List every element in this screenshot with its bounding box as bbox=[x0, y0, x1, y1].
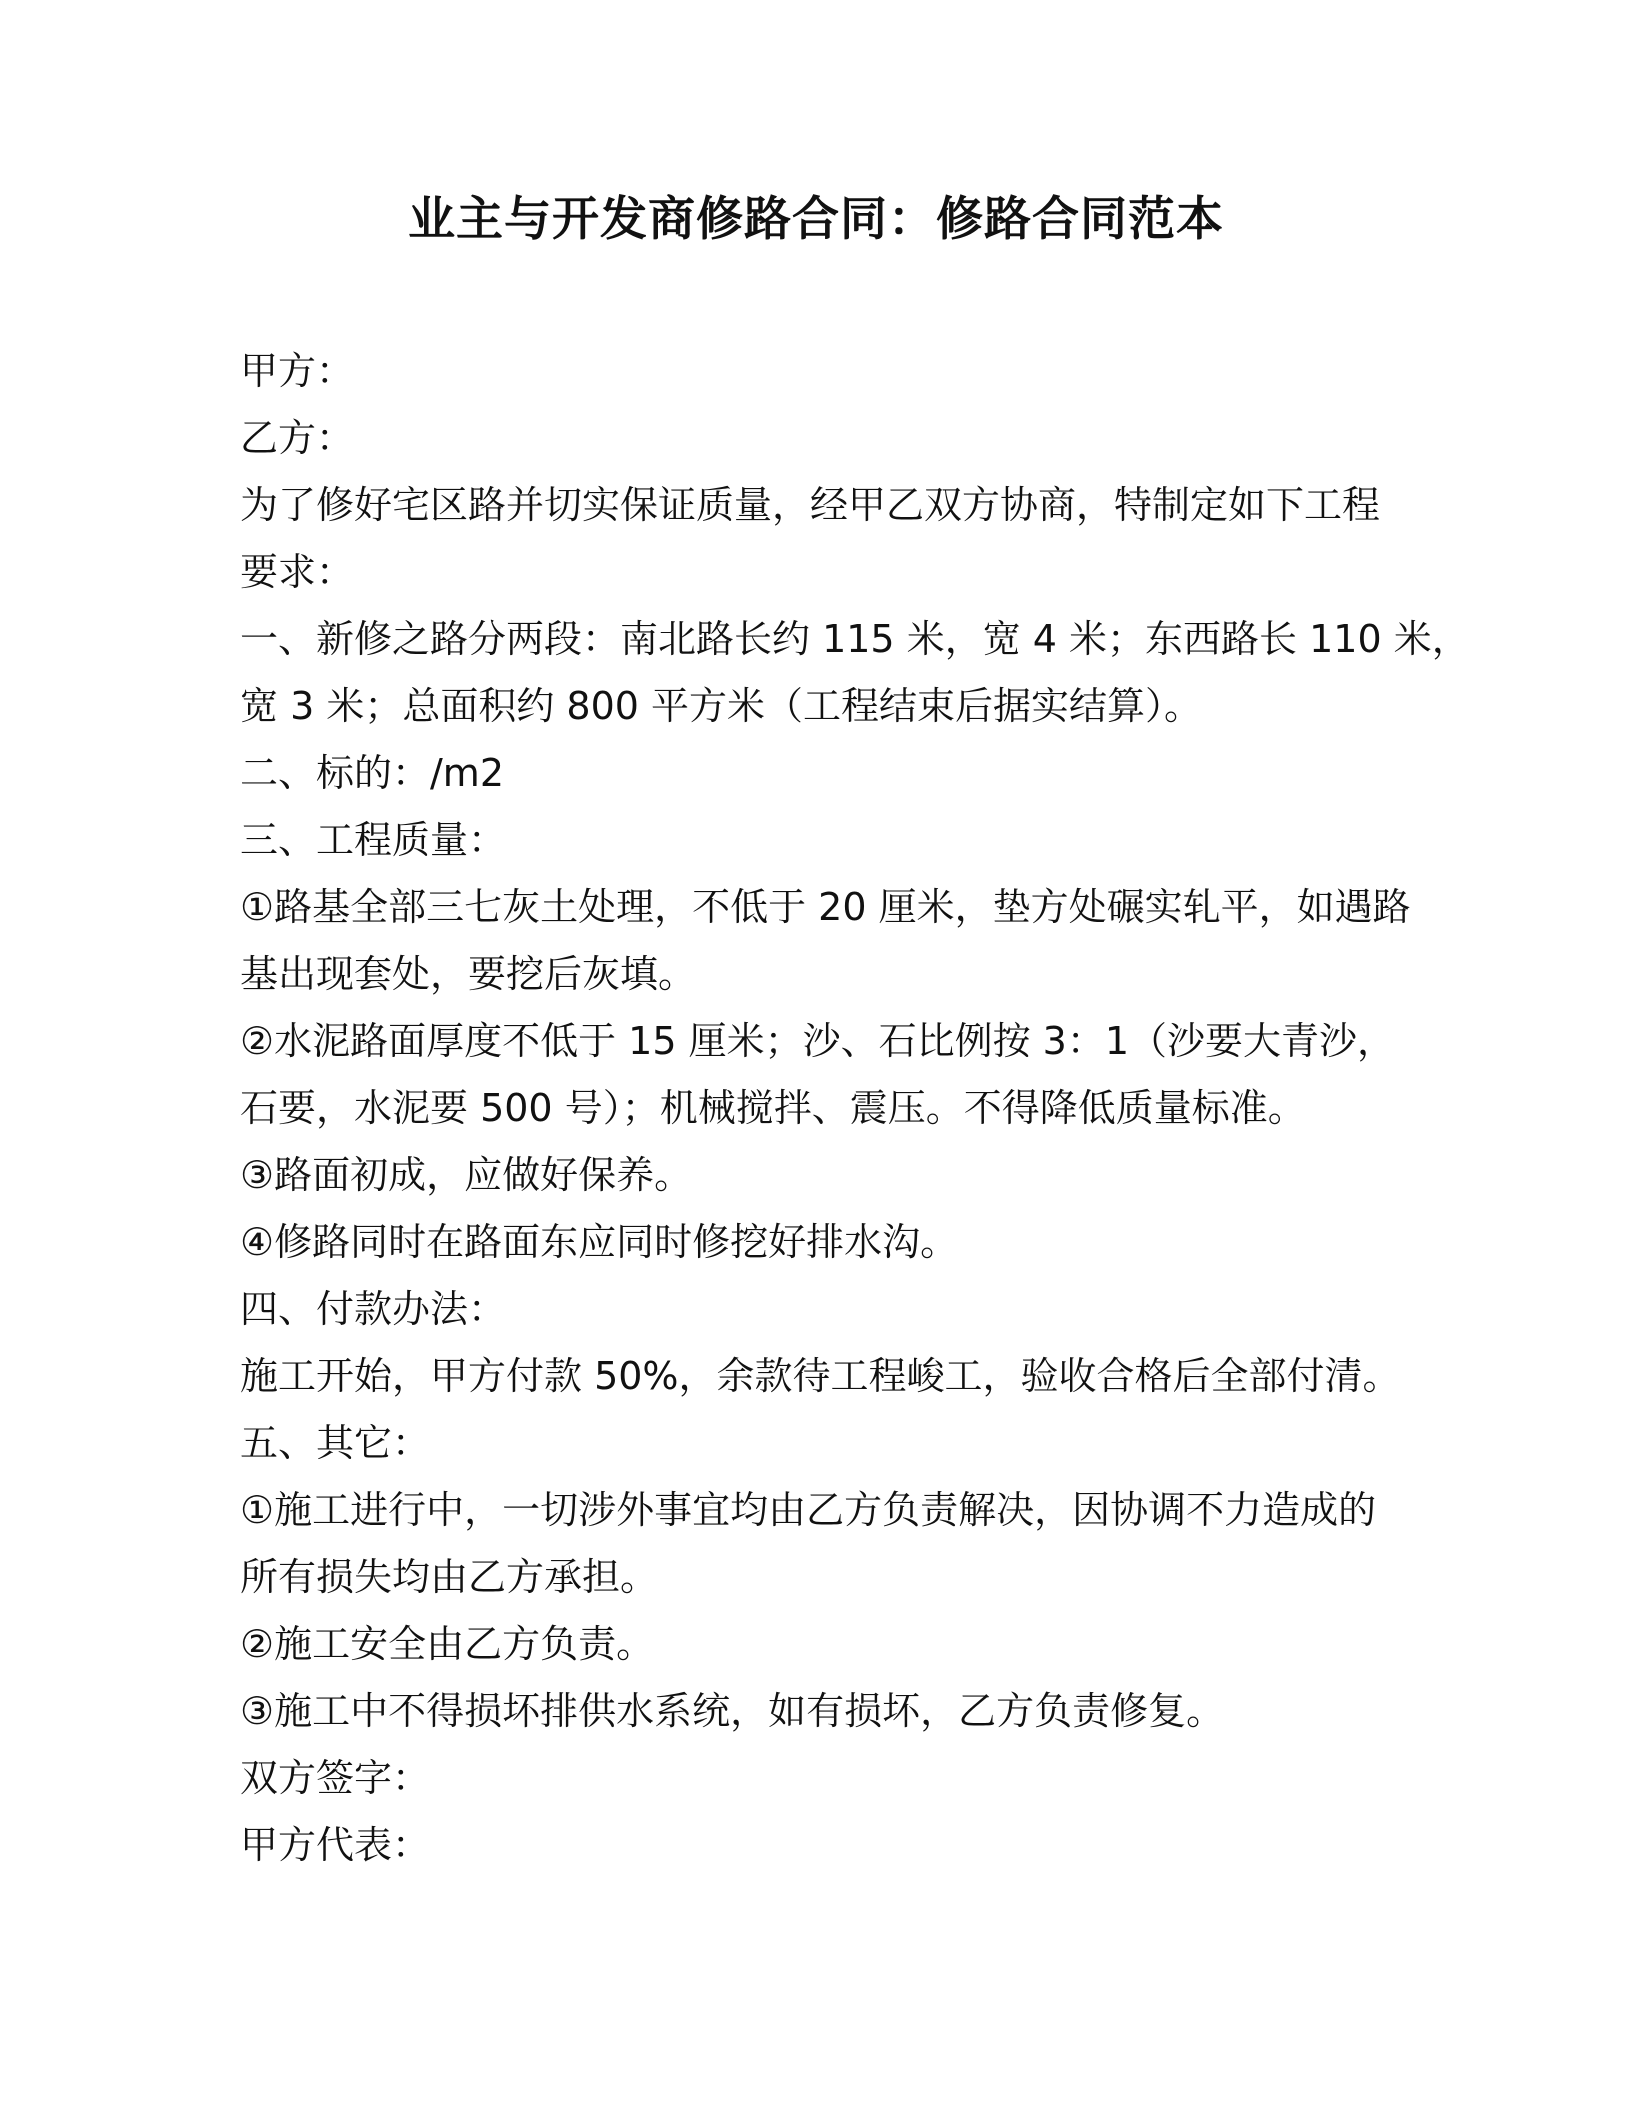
other-item-1-line-2: 所有损失均由乙方承担。 bbox=[240, 1555, 659, 1599]
clause-2-line: 二、标的：/m2 bbox=[240, 751, 504, 795]
preamble-line-1: 为了修好宅区路并切实保证质量，经甲乙双方协商，特制定如下工程 bbox=[240, 483, 1381, 527]
other-item-2-line: ②施工安全由乙方负责。 bbox=[240, 1622, 655, 1666]
party-b-line: 乙方： bbox=[240, 416, 355, 460]
payment-line: 施工开始，甲方付款 50%，余款待工程峻工，验收合格后全部付清。 bbox=[240, 1354, 1401, 1398]
quality-item-4-line: ④修路同时在路面东应同时修挖好排水沟。 bbox=[240, 1220, 959, 1264]
quality-item-2-line-2: 石要，水泥要 500 号）；机械搅拌、震压。不得降低质量标准。 bbox=[240, 1086, 1306, 1130]
quality-item-1-line-2: 基出现套处，要挖后灰填。 bbox=[240, 952, 697, 996]
clause-1-line-1: 一、新修之路分两段：南北路长约 115 米，宽 4 米；东西路长 110 米， bbox=[240, 617, 1470, 661]
clause-5-heading: 五、其它： bbox=[240, 1421, 431, 1465]
party-a-line: 甲方： bbox=[240, 349, 355, 393]
other-item-3-line: ③施工中不得损坏排供水系统，如有损坏，乙方负责修复。 bbox=[240, 1689, 1225, 1733]
party-a-representative-line: 甲方代表： bbox=[240, 1823, 431, 1867]
preamble-line-2: 要求： bbox=[240, 550, 355, 594]
quality-item-2-line-1: ②水泥路面厚度不低于 15 厘米；沙、石比例按 3：1（沙要大青沙， bbox=[240, 1019, 1396, 1063]
clause-3-heading: 三、工程质量： bbox=[240, 818, 507, 862]
other-item-1-line-1: ①施工进行中，一切涉外事宜均由乙方负责解决，因协调不力造成的 bbox=[240, 1488, 1377, 1532]
clause-1-line-2: 宽 3 米；总面积约 800 平方米（工程结束后据实结算）。 bbox=[240, 684, 1203, 728]
quality-item-3-line: ③路面初成，应做好保养。 bbox=[240, 1153, 693, 1197]
document-body bbox=[240, 338, 1470, 1879]
document-title: 业主与开发商修路合同：修路合同范本 bbox=[408, 192, 1224, 247]
signature-heading: 双方签字： bbox=[240, 1756, 431, 1800]
quality-item-1-line-1: ①路基全部三七灰土处理，不低于 20 厘米，垫方处碾实轧平，如遇路 bbox=[240, 885, 1411, 929]
clause-4-heading: 四、付款办法： bbox=[240, 1287, 507, 1331]
